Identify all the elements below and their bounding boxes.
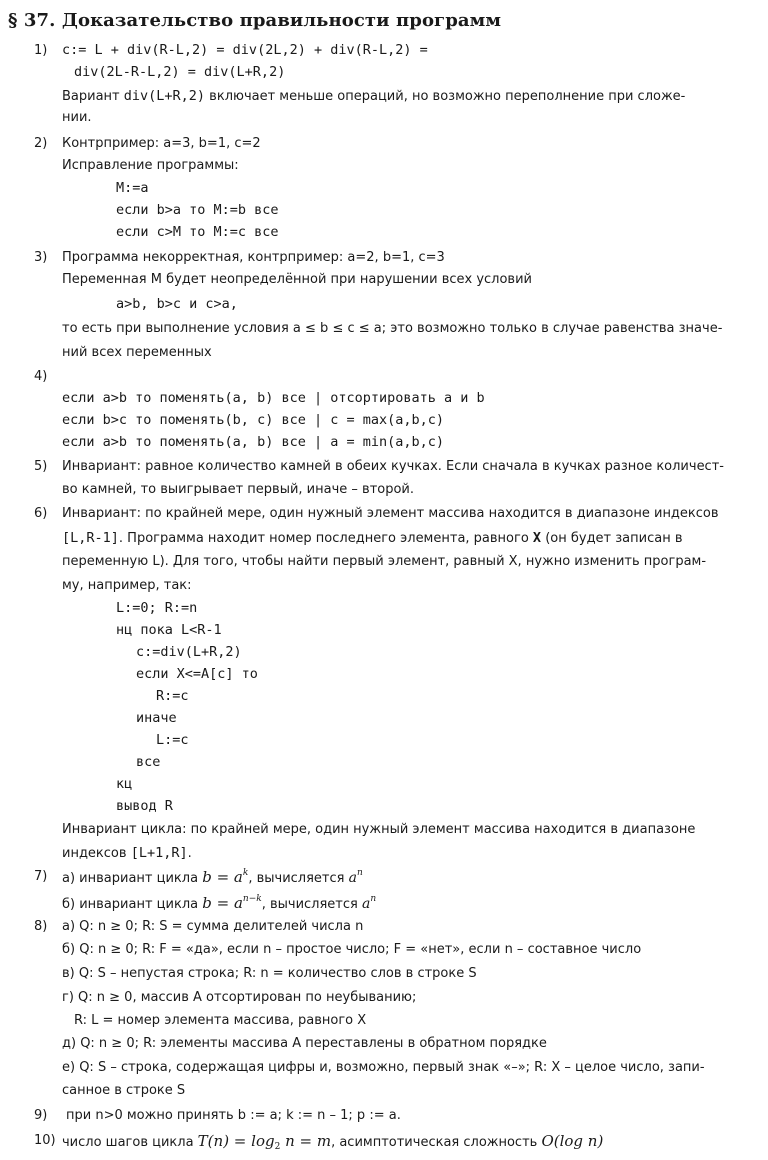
item-2-counterexample: Контрпример: a=3, b=1, c=2 [62, 136, 261, 151]
item-6-number: 6) [34, 506, 48, 521]
item-9-number: 9) [34, 1108, 48, 1123]
item-6-line-2: [L,R-1]. Программа находит номер последнего элемента, равного X (он будет записан в [62, 530, 683, 546]
item-10-number: 10) [34, 1133, 56, 1148]
item-1-text-line-2: нии. [62, 110, 92, 125]
item-6-line-4: му, например, так: [62, 578, 192, 593]
item-3-line-3: то есть при выполнение условия a ≤ b ≤ c ≤ a; это возможно только в случае равенства значе- [62, 321, 723, 336]
item-4-code-line-1: если a>b то поменять(a, b) все | отсортировать a и b [62, 390, 485, 406]
item-8-e-line-2: санное в строке S [62, 1083, 186, 1098]
item-6-code-line: L:=c [156, 732, 189, 748]
item-2-code-line-1: M:=a [116, 180, 149, 196]
item-5-line-1: Инвариант: равное количество камней в обеих кучках. Если сначала в кучках разное количест- [62, 459, 724, 474]
item-8-v: в) Q: S – непустая строка; R: n = количество слов в строке S [62, 966, 477, 981]
item-7-a: а) инвариант цикла $b = a^k$, вычисляется $a^n$ [62, 868, 363, 886]
item-3-number: 3) [34, 250, 48, 265]
item-6-code-line: если X<=A[c] то [136, 666, 258, 682]
item-5-line-2: во камней, то выигрывает первый, иначе – второй. [62, 482, 415, 497]
item-2-code-line-3: если c>M то M:=c все [116, 224, 279, 240]
item-8-g-line-2: R: L = номер элемента массива, равного X [74, 1013, 367, 1028]
item-6-invariant-line-2: индексов [L+1,R]. [62, 845, 192, 861]
item-1-number: 1) [34, 43, 48, 58]
item-4-code-line-2: если b>c то поменять(b, c) все | c = max(a,b,c) [62, 412, 445, 428]
item-2-number: 2) [34, 136, 48, 151]
item-8-d: д) Q: n ≥ 0; R: элементы массива A переставлены в обратном порядке [62, 1036, 547, 1051]
item-5-number: 5) [34, 459, 48, 474]
item-6-code-line: L:=0; R:=n [116, 600, 198, 616]
item-6-code-line: все [136, 754, 161, 770]
item-6-code-line: кц [116, 776, 133, 792]
item-6-invariant-line-1: Инвариант цикла: по крайней мере, один нужный элемент массива находится в диапазоне [62, 822, 696, 837]
item-7-number: 7) [34, 869, 48, 884]
item-8-e-line-1: е) Q: S – строка, содержащая цифры и, возможно, первый знак «–»; R: X – целое число, запи- [62, 1060, 705, 1075]
item-7-b: б) инвариант цикла $b = a^{n-k}$, вычисляется $a^n$ [62, 894, 377, 912]
item-1-formula-line-1: c:= L + div(R-L,2) = div(2L,2) + div(R-L,2) = [62, 42, 428, 58]
item-4-number: 4) [34, 369, 48, 384]
item-6-code-line: R:=c [156, 688, 189, 704]
item-3-conditions: a>b, b>c и c>a, [116, 296, 238, 312]
item-3-line-2: Переменная M будет неопределённой при нарушении всех условий [62, 272, 532, 287]
item-8-a: а) Q: n ≥ 0; R: S = сумма делителей числа n [62, 919, 364, 934]
item-6-line-3: переменную L). Для того, чтобы найти первый элемент, равный X, нужно изменить програм- [62, 554, 707, 569]
item-8-b: б) Q: n ≥ 0; R: F = «да», если n – простое число; F = «нет», если n – составное число [62, 942, 642, 957]
item-6-code-line: нц пока L<R-1 [116, 622, 222, 638]
item-3-line-1: Программа некорректная, контрпример: a=2, b=1, c=3 [62, 250, 445, 265]
item-2-code-line-2: если b>a то M:=b все [116, 202, 279, 218]
item-10-text: число шагов цикла $T(n) = \log_2 n = m$, асимптотическая сложность O(log n) [62, 1132, 604, 1152]
item-6-code-line: c:=div(L+R,2) [136, 644, 242, 660]
item-6-line-1: Инвариант: по крайней мере, один нужный элемент массива находится в диапазоне индексов [62, 506, 719, 521]
item-8-g-line-1: г) Q: n ≥ 0, массив A отсортирован по неубыванию; [62, 990, 417, 1005]
item-4-code-line-3: если a>b то поменять(a, b) все | a = min(a,b,c) [62, 434, 445, 450]
item-8-number: 8) [34, 919, 48, 934]
item-6-code-line: иначе [136, 710, 177, 726]
item-1-formula-line-2: div(2L-R-L,2) = div(L+R,2) [74, 64, 286, 80]
item-2-fix-label: Исправление программы: [62, 158, 239, 173]
item-3-line-4: ний всех переменных [62, 345, 212, 360]
item-6-code-line: вывод R [116, 798, 173, 814]
section-title: § 37. Доказательство правильности программ [8, 10, 502, 31]
item-1-text-line-1: Вариант div(L+R,2) включает меньше операций, но возможно переполнение при сложе- [62, 88, 686, 104]
item-9-text: при n>0 можно принять b := a; k := n – 1; p := a. [66, 1108, 401, 1123]
